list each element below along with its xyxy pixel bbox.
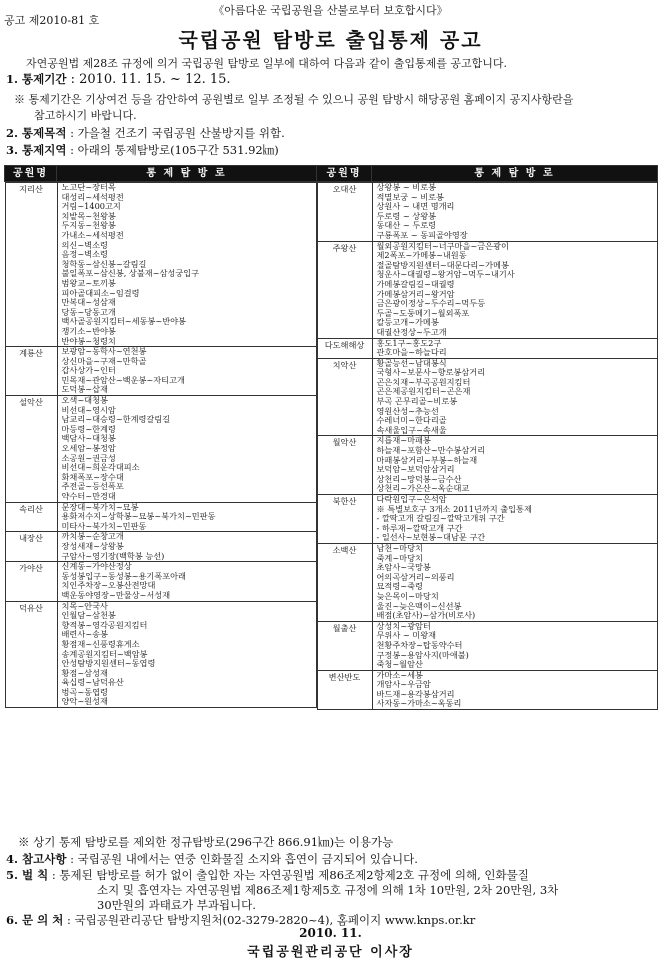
park-row bbox=[317, 495, 657, 544]
penalty-line bbox=[6, 867, 529, 883]
table-body-row bbox=[5, 182, 658, 711]
park-row bbox=[5, 347, 316, 396]
park-name: 계룡산 bbox=[5, 347, 57, 396]
reference-value: : 국립공원 내에서는 연중 인화물질 소지와 흡연이 금지되어 있습니다. bbox=[66, 852, 418, 866]
route-item: 마패봉삼거리~부봉~하늘재 bbox=[376, 455, 478, 465]
notice-number: 공고 제2010-81 호 bbox=[4, 14, 100, 27]
route-item: 불일폭포~삼신봉, 상불재~삼성궁입구 bbox=[61, 269, 200, 279]
route-item: 소공원~권금성 bbox=[61, 453, 116, 463]
route-item: 범왕교~토끼봉 bbox=[61, 278, 116, 288]
route-item: 구암사~영기장(백학봉 능선) bbox=[61, 551, 165, 561]
route-item: 비선대~영시암 bbox=[61, 405, 116, 415]
route-item: 피아골대피소~임걸령 bbox=[61, 288, 140, 298]
park-row bbox=[5, 532, 316, 562]
route-item: 미타사~북가치~민판동 bbox=[61, 521, 147, 531]
route-item: 부곡 곤무리골~비로봉 bbox=[376, 397, 458, 407]
route-item: 관호마을~하늘다리 bbox=[376, 348, 447, 358]
route-item: 용화저수지~상학봉~묘봉~북가치~민판동 bbox=[61, 512, 216, 522]
route-item: 가메봉갈림길~대궐령 bbox=[376, 279, 455, 289]
route-item: 구룡폭포 ~ 동피골야영장 bbox=[376, 230, 468, 240]
area-line bbox=[6, 142, 279, 158]
route-item: 죽계~마당치 bbox=[376, 553, 423, 563]
purpose-label: 2. 통제목적 bbox=[6, 126, 67, 140]
route-list bbox=[372, 495, 657, 544]
route-item: 남천~마당치 bbox=[376, 543, 423, 553]
page-title: 국립공원 탐방로 출입통제 공고 bbox=[178, 28, 483, 52]
route-item: 백운동야영장~만물상~서성재 bbox=[61, 590, 171, 600]
period-note-1: ※ 통제기간은 기상여건 등을 감안하여 공원별로 일부 조정될 수 있으니 공원 탐방시 해당공원 홈페이지 공지사항란을 bbox=[14, 93, 574, 106]
route-item: 황점재~신풍령휴게소 bbox=[61, 639, 140, 649]
route-item: 바드재~용각봉삼거리 bbox=[376, 689, 455, 699]
route-list bbox=[372, 338, 657, 358]
route-list bbox=[372, 543, 657, 621]
contact-value: : 국립공원관리공단 탐방지원처(02-3279-2820~4), 홈페이지 www.knps.or.kr bbox=[63, 913, 476, 927]
penalty-value-1: : 통제된 탐방로를 허가 없이 출입한 자는 자연공원법 제86조제2항제2호 규정에 의해, 인화물질 bbox=[48, 868, 529, 882]
header-park-left: 공원명 bbox=[5, 166, 57, 182]
route-item: 장성새재~상왕봉 bbox=[61, 541, 124, 551]
park-row bbox=[317, 183, 657, 242]
reference-line bbox=[6, 851, 418, 867]
route-item: 칼등고개~가메봉 bbox=[376, 318, 439, 328]
park-row bbox=[317, 358, 657, 436]
route-list bbox=[57, 347, 316, 396]
route-item: 쟁기소~반야봉 bbox=[61, 326, 116, 336]
route-item: 치밭목~천왕봉 bbox=[61, 211, 116, 221]
penalty-value-2: 소지 및 흡연자는 자연공원법 제86조제1항제5호 규정에 의해 1차 10만원, 2차 20만원, 3차 bbox=[97, 883, 559, 897]
route-item: 문장대~북가치~묘봉 bbox=[61, 502, 139, 512]
route-item: - 일선사~보현봉~대남문 구간 bbox=[376, 533, 486, 543]
route-item: 청학동~삼신봉~갈림길 bbox=[61, 259, 147, 269]
route-item: 음정~벽소령 bbox=[61, 250, 108, 260]
route-item: 치인주차장~오봉산전망대 bbox=[61, 581, 156, 591]
table-header-row bbox=[5, 166, 658, 182]
route-item: 가마소~세봉 bbox=[376, 670, 423, 680]
park-name: 속리산 bbox=[5, 502, 57, 532]
route-item: 향적봉~영각공원지킴터 bbox=[61, 620, 148, 630]
park-name: 다도해해상 bbox=[317, 338, 372, 358]
purpose-value: : 가을철 건조기 국립공원 산불방지를 위함. bbox=[66, 126, 285, 140]
route-item: 두로령 ~ 상왕봉 bbox=[376, 211, 437, 221]
penalty-value-3: 30만원의 과태료가 부과됩니다. bbox=[97, 898, 256, 912]
period-value: : 2010. 11. 15. ~ 12. 15. bbox=[66, 72, 231, 87]
park-row bbox=[317, 436, 657, 495]
route-item: 금은광이정상~두수리~먹두등 bbox=[376, 299, 486, 309]
route-item: 백담사~대청봉 bbox=[61, 434, 116, 444]
route-item: 양악~원성재 bbox=[61, 697, 108, 707]
route-item: 적멸보궁 ~ 비로봉 bbox=[376, 192, 444, 202]
period-label: 1. 통제기간 bbox=[6, 72, 67, 86]
route-list bbox=[57, 532, 316, 562]
park-name: 설악산 bbox=[5, 396, 57, 503]
park-name: 오대산 bbox=[317, 183, 372, 242]
period-line bbox=[6, 71, 231, 87]
route-list bbox=[57, 601, 316, 708]
route-item: 황점~삼성재 bbox=[61, 668, 108, 678]
route-item: - 하루재~깔딱고개 구간 bbox=[376, 523, 463, 533]
park-row bbox=[317, 621, 657, 670]
route-item: 곤은치재~부곡공원지킴터 bbox=[376, 377, 471, 387]
route-item: 다락원입구~은석암 bbox=[376, 495, 447, 504]
left-parks-table bbox=[5, 182, 317, 708]
route-item: 민목재~관암산~백운봉~자티고개 bbox=[61, 375, 185, 385]
route-item: 상천리~망덕봉~금수산 bbox=[376, 474, 462, 484]
route-item: 노고단~장터목 bbox=[61, 183, 116, 192]
route-item: 상원사 ~ 내면 명개리 bbox=[376, 202, 455, 212]
route-item: 까치봉~순창고개 bbox=[61, 532, 124, 542]
park-row bbox=[317, 241, 657, 338]
park-row bbox=[5, 601, 316, 708]
route-item: 도덕봉~삽재 bbox=[61, 385, 108, 395]
route-item: 지릅재~마패봉 bbox=[376, 436, 431, 446]
route-item: 오색~대청봉 bbox=[61, 396, 108, 406]
route-item: 어의곡삼거리~의풍리 bbox=[376, 572, 455, 582]
intro-text: 자연공원법 제28조 규정에 의거 국립공원 탐방로 일부에 대하여 다음과 같이 출입통제를 공고합니다. bbox=[26, 57, 507, 70]
route-item: 영원산성~추능선 bbox=[376, 406, 439, 416]
route-item: 수레너미~한다리골 bbox=[376, 416, 447, 426]
route-item: ※ 특별보호구 3개소 2011년까지 출입통제 bbox=[376, 504, 532, 514]
park-name: 월출산 bbox=[317, 621, 372, 670]
park-name: 덕유산 bbox=[5, 601, 57, 708]
route-item: 곤은제공원지킴터~곤은재 bbox=[376, 387, 471, 397]
route-item: 대궐산정상~두고개 bbox=[376, 327, 447, 337]
park-name: 치악산 bbox=[317, 358, 372, 436]
route-item: 만복대~성삼재 bbox=[61, 298, 116, 308]
contact-label: 6. 문 의 처 bbox=[6, 913, 64, 927]
route-item: 속새울입구~속새울 bbox=[376, 425, 447, 435]
route-item: 국형사~보문사~향로봉삼거리 bbox=[376, 368, 486, 378]
route-item: 비선대~희운각대피소 bbox=[61, 463, 140, 473]
notice-date: 2010. 11. bbox=[299, 926, 362, 940]
route-item: 송계공원지킴터~백암봉 bbox=[61, 649, 148, 659]
route-list bbox=[372, 621, 657, 670]
route-item: 제2폭포~가메봉~내원동 bbox=[376, 251, 467, 261]
route-item: 월외공원지킴터~너구마을~금은광이 bbox=[376, 241, 509, 251]
route-list bbox=[372, 358, 657, 436]
park-row bbox=[5, 183, 316, 347]
park-row bbox=[317, 543, 657, 621]
slogan: 《아름다운 국립공원을 산불로부터 보호합시다》 bbox=[213, 4, 448, 17]
park-name: 북한산 bbox=[317, 495, 372, 544]
park-row bbox=[5, 396, 316, 503]
route-item: 치목~안국사 bbox=[61, 601, 108, 611]
route-item: 두골~도둥메기~월외폭포 bbox=[376, 308, 470, 318]
route-item: 백사골공원지킴터~세동봉~반야봉 bbox=[61, 317, 186, 327]
route-item: 상신마을~구재~만학골 bbox=[61, 356, 147, 366]
route-item: 배련사~송봉 bbox=[61, 630, 108, 640]
route-item: 두지동~천왕봉 bbox=[61, 221, 116, 231]
route-item: 하늘재~포함산~만수봉삼거리 bbox=[376, 446, 486, 456]
route-item: 사자동~가마소~옥동리 bbox=[376, 699, 462, 709]
route-item: 상왕봉 ~ 비로봉 bbox=[376, 183, 437, 192]
park-row bbox=[317, 338, 657, 358]
area-label: 3. 통제지역 bbox=[6, 143, 67, 157]
route-item: 남교리~대승령~한계령갈림길 bbox=[61, 415, 171, 425]
route-item: 당동~당동고개 bbox=[61, 307, 116, 317]
route-list bbox=[57, 183, 316, 347]
route-item: 배점(초암사)~삼가(비로사) bbox=[376, 611, 476, 621]
route-item: 오세암~봉정암 bbox=[61, 444, 116, 454]
header-routes-left: 통 제 탐 방 로 bbox=[57, 166, 317, 182]
park-row bbox=[317, 670, 657, 709]
route-item: 절골탐방지원센터~대문다리~가메봉 bbox=[376, 260, 509, 270]
route-list bbox=[57, 502, 316, 532]
right-parks-table bbox=[317, 182, 658, 710]
route-item: 갑사상가~인터 bbox=[61, 366, 116, 376]
route-item: 의신~벽소령 bbox=[61, 240, 108, 250]
footer-note: ※ 상기 통제 탐방로를 제외한 정규탐방로(296구간 866.91㎞)는 이용가능 bbox=[18, 835, 394, 849]
route-item: 울진~늦은맥이~신선봉 bbox=[376, 601, 462, 611]
issuer: 국립공원관리공단 이사장 bbox=[247, 945, 414, 960]
route-item: 육십령~남덕유산 bbox=[61, 678, 124, 688]
route-item: 안성탐방지원센터~동엽령 bbox=[61, 659, 156, 669]
route-item: 묘적령~죽령 bbox=[376, 582, 423, 592]
route-item: 대성리~세석평전 bbox=[61, 192, 124, 202]
route-item: 반야봉~청령치 bbox=[61, 336, 116, 346]
route-item: 황골능선~남대봉식 bbox=[376, 358, 447, 368]
route-list bbox=[372, 183, 657, 242]
route-item: 개암사~우금암 bbox=[376, 680, 431, 690]
route-item: 화채폭포~장수대 bbox=[61, 472, 124, 482]
route-list bbox=[57, 562, 316, 601]
route-item: 동성봉입구~동성봉~용기폭포아래 bbox=[61, 571, 186, 581]
route-list bbox=[372, 436, 657, 495]
route-item: 벙곡~동엽령 bbox=[61, 687, 108, 697]
route-item: 천황주차장~탑동약수터 bbox=[376, 640, 463, 650]
route-item: 주전골~등선폭포 bbox=[61, 482, 124, 492]
route-item: 약수터~만경대 bbox=[61, 492, 116, 501]
route-item: 가내소~세석평전 bbox=[61, 230, 124, 240]
header-park-right: 공원명 bbox=[317, 166, 372, 182]
route-item: 보덕암~보덕암삼거리 bbox=[376, 465, 455, 475]
route-item: 가메봉삼거리~왕거암 bbox=[376, 289, 455, 299]
routes-table bbox=[4, 165, 658, 710]
park-name: 가야산 bbox=[5, 562, 57, 601]
reference-label: 4. 참고사항 bbox=[6, 852, 67, 866]
park-name: 소백산 bbox=[317, 543, 372, 621]
route-item: 청운사~대궐령~왕거암~먹두~내기사 bbox=[376, 270, 515, 280]
park-name: 월악산 bbox=[317, 436, 372, 495]
route-item: 마등령~한계령 bbox=[61, 424, 116, 434]
route-item: - 깔딱고개 갈림길~깔딱고개위 구간 bbox=[376, 514, 505, 524]
route-item: 동대산 ~ 두로령 bbox=[376, 221, 437, 231]
purpose-line bbox=[6, 125, 285, 141]
route-item: 거림~1400고지 bbox=[61, 202, 121, 212]
area-value: : 아래의 통제탐방로(105구간 531.92㎞) bbox=[66, 143, 279, 157]
park-name: 변산반도 bbox=[317, 670, 372, 709]
route-item: 상천리~가은산~옥순대교 bbox=[376, 484, 470, 494]
route-item: 인월담~삼천봉 bbox=[61, 611, 116, 621]
contact-line bbox=[6, 912, 475, 928]
route-item: 무위사 ~ 미왕재 bbox=[376, 631, 437, 641]
route-item: 초암사~국망봉 bbox=[376, 563, 431, 573]
park-name: 주왕산 bbox=[317, 241, 372, 338]
route-item: 상성치~광암터 bbox=[376, 621, 431, 631]
route-item: 죽청~월암산 bbox=[376, 660, 423, 670]
park-name: 내장산 bbox=[5, 532, 57, 562]
route-item: 홍도1구~홍도2구 bbox=[376, 338, 442, 348]
route-list bbox=[372, 241, 657, 338]
route-item: 늦은목이~마당치 bbox=[376, 591, 439, 601]
route-item: 신계동~가야산정상 bbox=[61, 562, 132, 572]
route-list bbox=[372, 670, 657, 709]
route-item: 보광암~동학사~연천봉 bbox=[61, 347, 147, 357]
route-list bbox=[57, 396, 316, 503]
park-name: 지리산 bbox=[5, 183, 57, 347]
park-row bbox=[5, 562, 316, 601]
route-item: 구정봉~용암사지(마애불) bbox=[376, 650, 469, 660]
header-routes-right: 통 제 탐 방 로 bbox=[372, 166, 658, 182]
period-note-2: 참고하시기 바랍니다. bbox=[34, 109, 137, 122]
park-row bbox=[5, 502, 316, 532]
penalty-label: 5. 벌 칙 bbox=[6, 868, 49, 882]
